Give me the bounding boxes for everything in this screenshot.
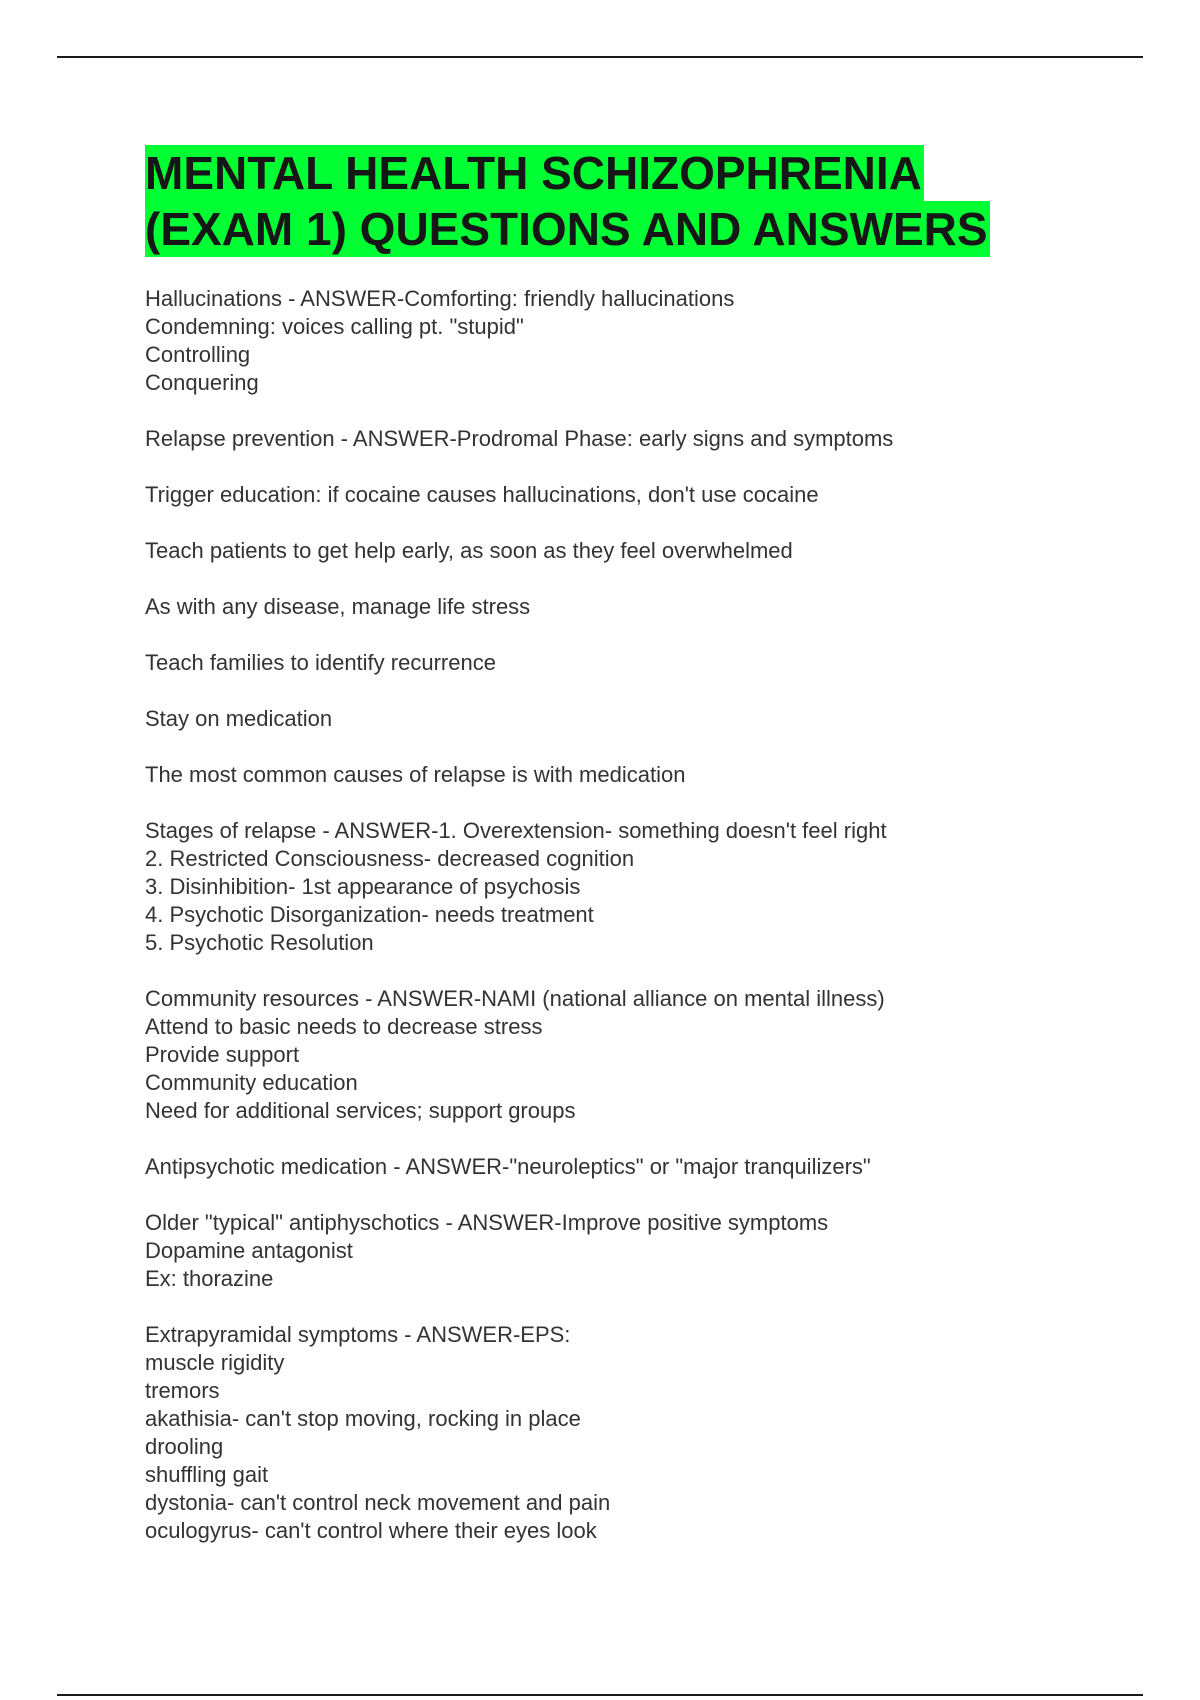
page-title — [145, 145, 990, 257]
qa-entry-line: shuffling gait — [145, 1462, 269, 1487]
header-rule — [57, 56, 1143, 58]
qa-entry-line: Hallucinations - ANSWER-Comforting: friendly hallucinations — [145, 286, 735, 311]
qa-entry-line: Community resources - ANSWER-NAMI (national alliance on mental illness) — [145, 986, 885, 1011]
qa-entry-line: akathisia- can't stop moving, rocking in place — [145, 1406, 581, 1431]
qa-entry-line: Attend to basic needs to decrease stress — [145, 1014, 543, 1039]
qa-entry-line: oculogyrus- can't control where their eyes look — [145, 1518, 597, 1543]
qa-entry-line: Stay on medication — [145, 706, 333, 731]
qa-entry — [145, 985, 1145, 1125]
qa-entry-line: Stages of relapse - ANSWER-1. Overextension- something doesn't feel right — [145, 818, 887, 843]
qa-entry-line: 2. Restricted Consciousness- decreased cognition — [145, 846, 635, 871]
qa-entry-line: 4. Psychotic Disorganization- needs treatment — [145, 902, 594, 927]
qa-entry — [145, 285, 1145, 397]
qa-entry — [145, 593, 1145, 621]
qa-entry-line: tremors — [145, 1378, 220, 1403]
qa-entry — [145, 1209, 1145, 1293]
qa-entry-line: As with any disease, manage life stress — [145, 594, 531, 619]
qa-entry — [145, 761, 1145, 789]
qa-entry-line: The most common causes of relapse is with medication — [145, 762, 686, 787]
qa-entry-line: muscle rigidity — [145, 1350, 285, 1375]
qa-entry-line: drooling — [145, 1434, 224, 1459]
qa-entry-line: Ex: thorazine — [145, 1266, 274, 1291]
qa-entry — [145, 705, 1145, 733]
qa-entry-line: Need for additional services; support groups — [145, 1098, 576, 1123]
qa-entry-line: Community education — [145, 1070, 358, 1095]
qa-entry-line: 5. Psychotic Resolution — [145, 930, 374, 955]
title-line-2: (EXAM 1) QUESTIONS AND ANSWERS — [145, 203, 988, 255]
qa-entry-line: Provide support — [145, 1042, 300, 1067]
qa-entry-line: Trigger education: if cocaine causes hallucinations, don't use cocaine — [145, 482, 819, 507]
qa-entry-line: Condemning: voices calling pt. "stupid" — [145, 314, 524, 339]
qa-entry-line: Teach patients to get help early, as soon as they feel overwhelmed — [145, 538, 793, 563]
qa-entry — [145, 537, 1145, 565]
qa-entry-line: Relapse prevention - ANSWER-Prodromal Phase: early signs and symptoms — [145, 426, 894, 451]
qa-entry-line: dystonia- can't control neck movement and pain — [145, 1490, 611, 1515]
qa-entry-line: Antipsychotic medication - ANSWER-"neuroleptics" or "major tranquilizers" — [145, 1154, 871, 1179]
footer-rule — [57, 1694, 1143, 1696]
qa-entry — [145, 1153, 1145, 1181]
qa-entry-line: Dopamine antagonist — [145, 1238, 353, 1263]
qa-entry-line: 3. Disinhibition- 1st appearance of psychosis — [145, 874, 581, 899]
qa-entry — [145, 425, 1145, 453]
qa-entry-line: Extrapyramidal symptoms - ANSWER-EPS: — [145, 1322, 571, 1347]
qa-entry — [145, 817, 1145, 957]
qa-entry — [145, 481, 1145, 509]
qa-content — [145, 285, 1145, 1573]
qa-entry-line: Teach families to identify recurrence — [145, 650, 496, 675]
qa-entry — [145, 649, 1145, 677]
qa-entry — [145, 1321, 1145, 1545]
qa-entry-line: Conquering — [145, 370, 259, 395]
title-line-1: MENTAL HEALTH SCHIZOPHRENIA — [145, 147, 922, 199]
qa-entry-line: Controlling — [145, 342, 251, 367]
qa-entry-line: Older "typical" antiphyschotics - ANSWER-Improve positive symptoms — [145, 1210, 829, 1235]
